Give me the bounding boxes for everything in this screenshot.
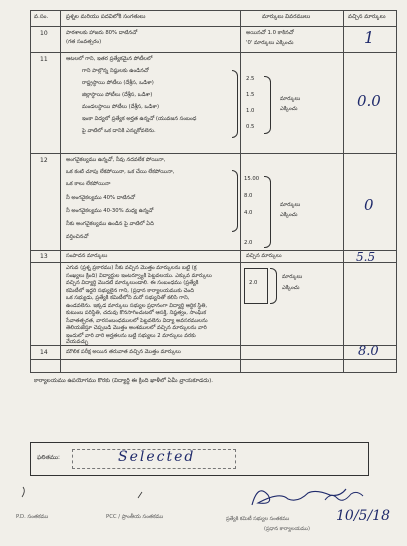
row12-marks: 0 <box>364 196 374 214</box>
row10-marks: 1 <box>364 28 375 47</box>
row11-line-5: మండలస్థాయి పోటీలు (దేశ్రీస, ఒడిశా) <box>82 104 160 110</box>
row14-no: 14 <box>40 349 48 356</box>
footer-member: ప్రత్యేకి కమిటీ సభ్యుల సంతకము <box>226 516 290 522</box>
row12-line-4: నీ అంగవైకల్యము 40% దాటినచో <box>66 195 136 201</box>
row11-no: 11 <box>40 56 48 63</box>
header-item: ప్రశ్నల మరియు పదవిలోకి సంగతులు <box>66 14 146 20</box>
signature-office <box>325 492 363 500</box>
row12-line-6: నీకు అంగవైకల్యము ఉండిన పై వాటిలో ఏది <box>66 221 154 227</box>
row13-val-1: 2.0 <box>249 280 258 286</box>
signature-pcc-mark <box>138 492 142 498</box>
row12-label-1: మార్కులు <box>280 202 301 208</box>
row11-marks: 0.0 <box>357 92 381 110</box>
row11-val-1: 2.5 <box>246 76 255 82</box>
row11-line-3: రాష్ట్రస్థాయి పోటీలు (దేశ్రీస, ఒడిశా) <box>82 80 154 86</box>
row13-line-1: ఎగువ (ప్రశ్న ప్రకారము) నీకు వచ్చిన మొత్తం మార్కులను బట్టి (క్ర <box>66 265 197 271</box>
row13-line-11: వేయవచ్చు <box>66 339 89 345</box>
signature-left-mark <box>22 487 24 497</box>
row12-val-1: 15.00 <box>244 176 260 182</box>
row13-label-1: మార్కులు <box>282 274 303 280</box>
row12-line-2: ఒక కంటి చూపు లేకపోయినా, ఒక చేయి లేకపోయినా, <box>66 169 175 175</box>
row11-line-6: ఇంకా విద్యలో ప్రత్యేక అర్హత ఉన్నచో (యువజన సంబంధ <box>82 116 197 122</box>
row10-no: 10 <box>40 30 48 37</box>
row12-line-7: వర్తించినచో <box>66 234 89 240</box>
row12-val-4: 2.0 <box>244 240 253 246</box>
row11-line-4: జిల్లాస్థాయి పోటీలు (దేశ్రీస, ఒడిశా) <box>82 92 153 98</box>
row12-label-2: ఎక్కించు <box>280 212 298 218</box>
footer-office: (ప్రధాన కార్యాలయము) <box>264 526 310 532</box>
row12-val-3: 4.0 <box>244 210 253 216</box>
row12-line-5: నీ అంగవైకల్యము 40-30% మధ్య ఉన్నచో <box>66 208 154 214</box>
row13-marks: 5.5 <box>356 250 376 264</box>
result-value: Selected <box>118 449 196 465</box>
footer-pcc: PCC / ప్రాంతీయ సంతకము <box>106 514 164 520</box>
signature-member <box>252 489 346 505</box>
row13-line-4: కమిటీలో ఇద్దరి సభ్యులైన గాని, (ప్రధాన కార్యాలయముకు చెంది <box>66 287 194 294</box>
row13-line-8: సేవాతత్పరత, వారసంబంధములలో పెట్టవలెను విద్యా అవసరములను <box>66 317 208 324</box>
row10-title: పాఠశాలకు హాజరు 80% దాటినచో <box>66 30 138 36</box>
row12-val-2: 8.0 <box>244 193 253 199</box>
row13-no: 13 <box>40 253 48 260</box>
row11-line-2: గాని పాల్గొన్న నిష్ఠులకు ఉండినచో <box>82 68 149 74</box>
header-no: వ.సం. <box>34 14 49 20</box>
row12-line-3: ఒక కాలు లేకపోయినా <box>66 181 111 187</box>
row11-line-1: ఆటలలో గాని, ఇతర ప్రత్యేకమైన పోటీలలో <box>66 56 153 62</box>
row10-detail-1: అయినచో 1.0 కాకినచో <box>246 30 294 36</box>
footer-po: P.D. సంతకము <box>16 514 49 520</box>
header-details: మార్కులు వివరములు <box>262 14 311 20</box>
header-marks: వచ్చిన మార్కులు <box>348 14 386 20</box>
row13-line-6: ఉండవలెను. ఇక్కడ మార్కులు సభ్యుల ప్రధానంగా విద్యార్థి ఆర్థిక స్థితి, <box>66 302 208 309</box>
row12-line-1: అంగవైకల్యము ఉన్నచో, నీవు నదవలేక పోయినా, <box>66 157 166 163</box>
row11-label-2: ఎక్కించు <box>280 106 298 112</box>
row12-no: 12 <box>40 157 48 164</box>
office-note: కార్యాలయము ఉపయోగము కొరకు (విద్యార్థి ఈ క్రింది ఖాళీలో ఏమీ వ్రాయకూడదు). <box>34 378 214 384</box>
row13-line-5: ఒక సభ్యుడు, ప్రత్యేకి కమిటీలోని మరో సభ్యునితో కలిసి గాని, <box>66 295 190 301</box>
row14-marks: 8.0 <box>358 344 379 359</box>
row11-val-4: 0.5 <box>246 124 255 130</box>
row13-line-3: వచ్చిన విద్యార్థి మొదటి మార్కులుండాలి. ఈ సంబంధము (ప్రత్యేకి <box>66 280 199 286</box>
row13-line-2: సంఖ్యలు క్రింది) విద్యార్థుల ఇంటర్వ్యూకి పెట్టవలయు. ఎక్కువ మార్కులు <box>66 272 212 279</box>
row13-title-detail: వచ్చిన మార్కులు <box>246 253 282 259</box>
row13-line-7: కుటుంబ పరిస్థితి, చదువు కొనసాగించుటలో ఆసక్తి, నిష్ఠత్వం, సాంఘిక <box>66 310 207 316</box>
row11-label-1: మార్కులు <box>280 96 301 102</box>
row13-line-9: తెలియజేస్తూ చెప్పబడి మొత్తం అంశములలో వచ్చిన మార్కులను వారి <box>66 325 207 331</box>
date-handwritten: 10/5/18 <box>336 508 390 524</box>
row10-subtitle: (గత సంవత్సరం) <box>66 39 102 45</box>
row11-line-7: పై వాటిలో ఒక దానికి ఎన్నుకోవలెను. <box>82 128 156 134</box>
row11-val-2: 1.5 <box>246 92 255 98</box>
row10-detail-2: '0' మార్కులు ఎక్కించు <box>246 40 294 46</box>
row11-val-3: 1.0 <box>246 108 255 114</box>
row14-title: మౌలిక పరీక్ష అయిన తరువాత వచ్చిన మొత్తం మార్కులు <box>66 349 181 355</box>
row13-label-2: ఎక్కించు <box>282 285 300 291</box>
row13-title: సంపాదన మార్కులు <box>66 253 108 259</box>
result-label: ఫలితము: <box>37 455 60 461</box>
row13-line-10: ఇందులో వారి వారి అర్హతలను బట్టి సభ్యులు 2 మార్కులు వరకు <box>66 332 196 339</box>
